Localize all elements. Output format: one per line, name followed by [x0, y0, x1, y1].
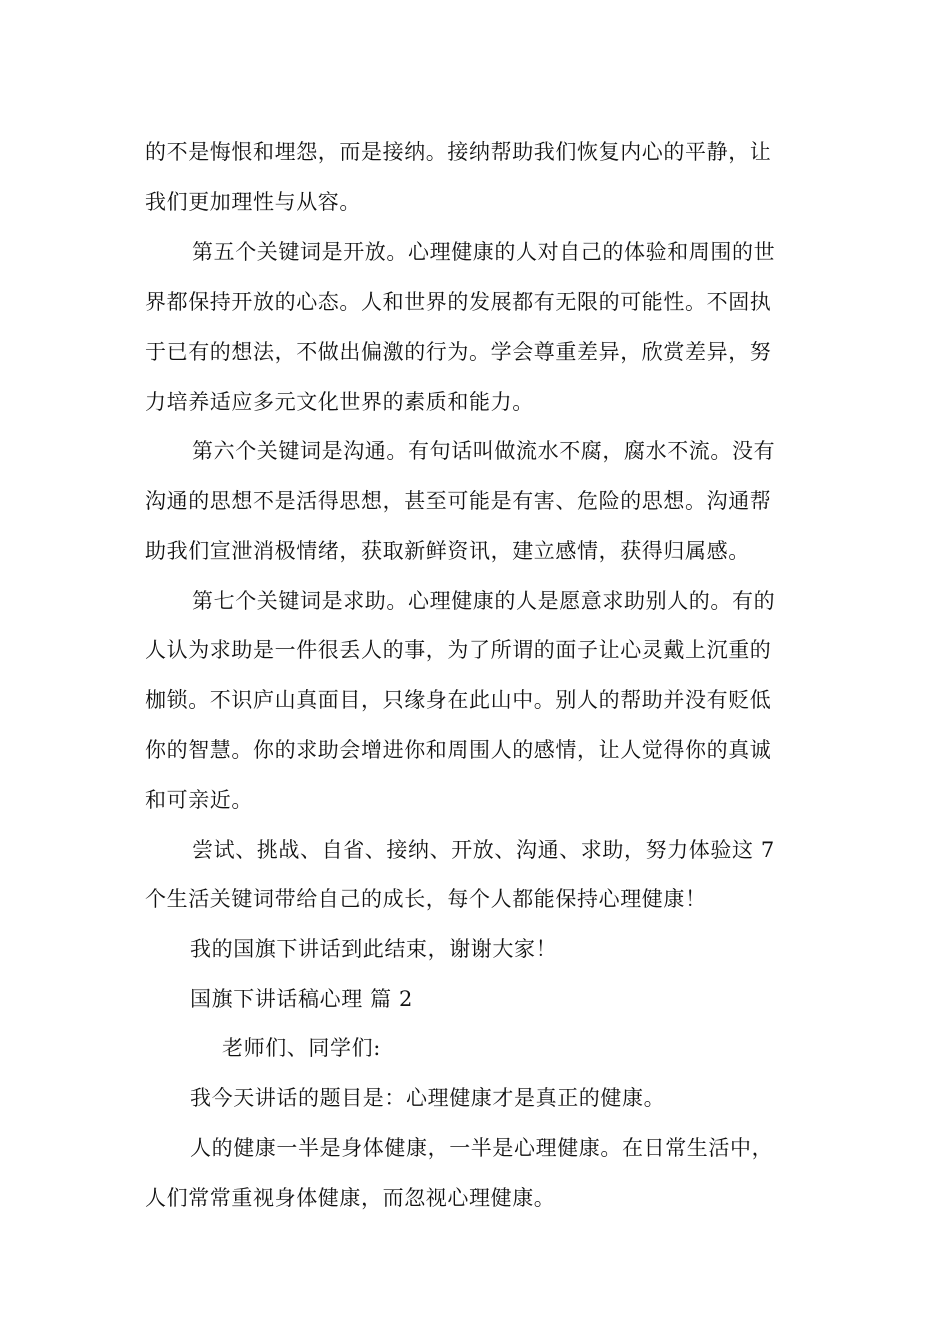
- text-line: 沟通的思想不是活得思想，甚至可能是有害、危险的思想。沟通帮: [145, 489, 772, 513]
- text-line: 个生活关键词带给自己的成长，每个人都能保持心理健康！: [145, 887, 707, 911]
- salutation: 老师们、同学们:: [222, 1036, 381, 1060]
- text-line: 于已有的想法，不做出偏激的行为。学会尊重差异，欣赏差异，努: [145, 340, 772, 364]
- paragraph-start-health: 人的健康一半是身体健康，一半是心理健康。在日常生活中，: [190, 1136, 774, 1160]
- paragraph-start-summary: 尝试、挑战、自省、接纳、开放、沟通、求助，努力体验这 7: [192, 838, 775, 862]
- text-line: 界都保持开放的心态。人和世界的发展都有无限的可能性。不固执: [145, 290, 772, 314]
- text-line: 人们常常重视身体健康，而忽视心理健康。: [145, 1186, 556, 1210]
- closing-line: 我的国旗下讲话到此结束，谢谢大家！: [190, 937, 558, 961]
- text-line: 我们更加理性与从容。: [145, 190, 361, 214]
- paragraph-start-communicate: 第六个关键词是沟通。有句话叫做流水不腐，腐水不流。没有: [192, 439, 776, 463]
- paragraph-start-open: 第五个关键词是开放。心理健康的人对自己的体验和周围的世: [192, 240, 776, 264]
- text-line: 力培养适应多元文化世界的素质和能力。: [145, 390, 534, 414]
- text-line: 助我们宣泄消极情绪，获取新鲜资讯，建立感情，获得归属感。: [145, 539, 750, 563]
- paragraph-start-seek-help: 第七个关键词是求助。心理健康的人是愿意求助别人的。有的: [192, 589, 776, 613]
- text-line: 和可亲近。: [145, 788, 253, 812]
- section-heading: 国旗下讲话稿心理 篇 2: [190, 987, 413, 1011]
- text-line: 的不是悔恨和埋怨，而是接纳。接纳帮助我们恢复内心的平静，让: [145, 140, 772, 164]
- text-line: 枷锁。不识庐山真面目，只缘身在此山中。别人的帮助并没有贬低: [145, 688, 772, 712]
- topic-line: 我今天讲话的题目是：心理健康才是真正的健康。: [190, 1086, 666, 1110]
- text-line: 人认为求助是一件很丢人的事，为了所谓的面子让心灵戴上沉重的: [145, 638, 772, 662]
- text-line: 你的智慧。你的求助会增进你和周围人的感情，让人觉得你的真诚: [145, 738, 772, 762]
